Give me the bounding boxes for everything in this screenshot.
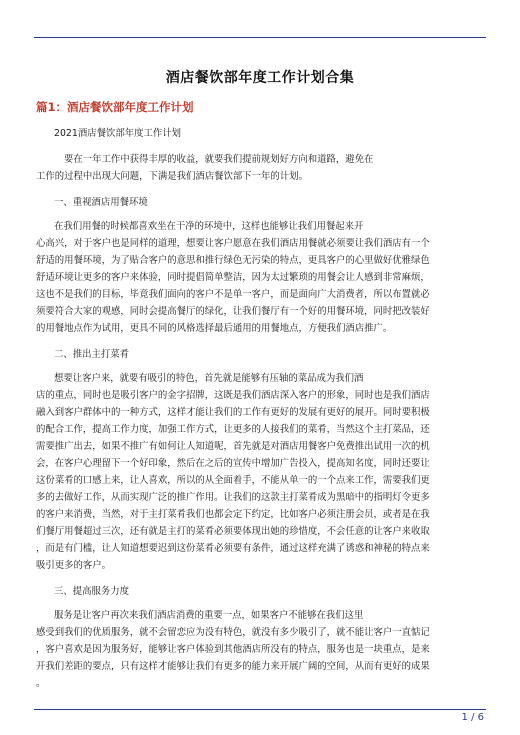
section-heading-signature-dish: 二、推出主打菜肴 [54,349,130,360]
paragraph-line: 的用餐地点作为试用，更具不同的风格选择最后通用的用餐地点，方便我们酒店推广。 [36,323,393,334]
paragraph-line: 多的去做好工作，从而实现广泛的推广作用。让我们的这款主打菜肴成为黑暗中的指明灯令更多 [36,492,430,503]
intro-line: 要在一年工作中获得丰厚的收益，就要我们提前规划好方向和道路，避免在 [64,154,374,165]
paragraph-line: 开我们差距的要点，只有这样才能够让我们有更多的能力来开展广阔的空间，从而有更好的成果 [36,661,430,672]
paragraph-line: 想要让客户来，就要有吸引的特色，首先就是能够有压轴的菜品成为我们酒 [54,373,364,384]
paragraph-line: 融入到客户群体中的一种方式，这样才能让我们的工作有更好的发展有更好的展开。同时要积极 [36,407,430,418]
document-title: 酒店餐饮部年度工作计划合集 [165,70,355,86]
paragraph-line: 舒适环境让更多的客户来体验，同时提倡简单整洁，因为太过繁琐的用餐会让人感到非常麻烦， [36,272,430,283]
document-subtitle: 2021酒店餐饮部年度工作计划 [54,128,181,139]
chapter-heading: 篇1：酒店餐饮部年度工作计划 [36,100,194,114]
intro-line: 工作的过程中出现大问题，下满是我们酒店餐饮部下一年的计划。 [36,171,308,182]
header-rule [34,37,486,38]
document-body [36,125,484,692]
paragraph-line: 的配合工作，提高工作力度，加强工作方式，让更多的人接我们的菜肴，当然这个主打菜品，还 [36,424,430,435]
paragraph-line: 服务是让客户再次来我们酒店消费的重要一点，如果客户不能够在我们这里 [54,610,364,621]
footer-rule [34,709,486,710]
section-heading-service: 三、提高服务力度 [54,586,130,597]
paragraph-line: 店的重点，同时也是吸引客户的金字招牌，这既是我们酒店深入客户的形象，同时也是我们酒店 [36,390,430,401]
page-number: 1 / 6 [461,712,484,723]
paragraph-line: 这也不是我们的目标，毕竟我们面向的客户不是单一客户，而是面向广大消费者，所以布置就必 [36,289,430,300]
paragraph-line: 须要符合大家的观感，同时会提高餐厅的绿化，让我们餐厅有一个好的用餐环境，同时把改装好 [36,306,430,317]
paragraph-line: 吸引更多的客户。 [36,560,112,571]
paragraph-line: 在我们用餐的时候都喜欢坐在干净的环境中，这样也能够让我们用餐起来开 [54,221,364,232]
paragraph-line: 这份菜肴的口感上来，让人喜欢，所以的从全面着手，不能从单一的一个点来工作，需要我们更 [36,475,430,486]
paragraph-line: 。 [36,678,46,689]
paragraph-line: ，而是有门槛，让人知道想要迟到这份菜肴必须要有条件，通过这样充满了诱惑和神秘的特点来 [36,543,430,554]
paragraph-line: 会，在客户心理留下一个好印象，然后在之后的宣传中增加广告投入，提高知名度，同时还要让 [36,458,430,469]
section-heading-environment: 一、重视酒店用餐环境 [54,197,148,208]
paragraph-line: 们餐厅用餐超过三次，还有就是主打的菜肴必须要体现出她的珍惜度，不会任意的让客户来收取 [36,526,430,537]
paragraph-line: 感受到我们的优质服务，就不会留恋应为没有特色，就没有多少吸引了，就不能让客户一直惦记 [36,627,430,638]
paragraph-line: ，客户喜欢是因为服务好，能够让客户体验到其他酒店所没有的特点，服务也是一块重点，是来 [36,644,430,655]
paragraph-line: 需要推广出去，如果不推广有如何让人知道呢，首先就是对酒店用餐客户免费推出试用一次的机 [36,441,430,452]
paragraph-line: 心高兴，对于客户也是同样的道理，想要让客户愿意在我们酒店用餐就必须要让我们酒店有一个 [36,238,430,249]
paragraph-line: 的客户来消费，当然，对于主打菜肴我们也都会定下约定，比如客户必须注册会员，或者是在我 [36,509,430,520]
paragraph-line: 舒适的用餐环境，为了贴合客户的意思和推行绿色无污染的特点，更具客户的心里做好优雅绿色 [36,255,430,266]
